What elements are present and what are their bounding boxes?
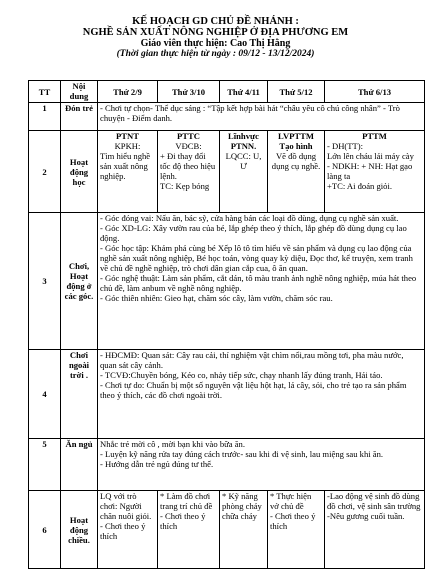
schedule-table	[28, 80, 425, 569]
cell-line: * Thực hiện vở chủ đề	[270, 491, 312, 511]
content-line: Nhắc trẻ mời cô , mời bạn khi vào bữa ăn.	[100, 439, 245, 449]
plan-subtitle: NGHỀ SẢN XUẤT NÔNG NGHIỆP Ở ĐỊA PHƯƠNG EM	[82, 27, 349, 38]
cell-line: - DH(TT):	[327, 141, 364, 151]
content-line: - Góc thiên nhiên: Gieo hạt, chăm sóc cây, làm vườn, chăm sóc rau.	[100, 293, 333, 303]
cell-line: KPKH:	[114, 141, 141, 151]
table-row	[29, 131, 425, 213]
cell-title: Lĩnhvực PTNN.	[228, 131, 259, 151]
content-line: - Góc đóng vai: Nấu ăn, bác sỹ, cửa hàng bán các loại đồ dùng, dụng cụ nghề sản xuất.	[100, 213, 399, 223]
row-number: 3	[29, 213, 61, 350]
cell-line: - Chơi theo ý thích	[100, 521, 146, 541]
cell-line: TC: Kẹp bóng	[160, 181, 210, 191]
row-label: Ăn ngủ	[61, 439, 98, 491]
table-header-row	[29, 81, 425, 103]
content-line: - Hướng dẫn trẻ ngủ đúng tư thế.	[100, 459, 214, 469]
row-number: 6	[29, 491, 61, 569]
row-label: Chơi, Hoạt động ở các góc.	[61, 213, 98, 350]
cell-line: -Lao động vệ sinh đồ dùng đồ chơi, vệ sinh sân trường	[327, 491, 421, 511]
cell-line: LQ với trò chơi: Người chăn nuôi giỏi.	[100, 491, 152, 521]
cell-line: Lớn lên cháu lái máy cày	[327, 151, 414, 161]
row-number: 5	[29, 439, 61, 491]
content-line: - Chơi tự chọn- Thể dục sáng : “Tập kết hợp bài hát “châu yêu cô chú công nhân” - Trò chuyện - Điểm danh.	[100, 103, 400, 123]
row-label: Chơi ngoài trời .	[61, 350, 98, 439]
content-line: - Góc học tập: Khám phá cùng bé Xếp lô tô tìm hiểu về sản phẩm và dụng cụ lao động của nghề sản xuất nông nghiệp, Bé học toán, vòng quay kỳ diệu, Đọc thơ, kể truyện, xem tranh về chủ đề nghề nghiệp, trò chơi dân gian cắp cua, ô ăn quan.	[100, 243, 413, 273]
table-row	[29, 350, 425, 439]
day-cell	[98, 131, 158, 213]
cell-line: VĐCB:	[175, 141, 202, 151]
cell-title: PTTC	[177, 131, 200, 141]
cell-title: PTTM	[362, 131, 387, 141]
cell-line: LQCC: U, Ư	[225, 151, 262, 171]
row-label: Đón trẻ	[61, 103, 98, 131]
cell-line: Tìm hiểu nghề sản xuất nông nghiệp.	[100, 151, 151, 181]
row-label: Hoạt động học	[61, 131, 98, 213]
col-day-tue: Thứ 3/10	[158, 81, 220, 103]
cell-line: - NDKH: + NH: Hạt gạo làng ta	[327, 161, 413, 181]
cell-line: Vẽ đồ dụng dụng cụ nghề.	[271, 151, 321, 171]
cell-line: + Đi thay đổi tốc độ theo hiệu lệnh.	[160, 151, 216, 181]
day-cell	[158, 131, 220, 213]
table-row	[29, 103, 425, 131]
day-cell	[268, 131, 325, 213]
content-line: - Chơi tự do: Chuẩn bị một số nguyên vật liệu hột hạt, lá cây, sỏi, cho trẻ tạo ra sản phẩm theo ý thích, các đồ chơi ngoài trời.	[100, 380, 407, 400]
cell-line: - Chơi theo ý thích	[160, 511, 206, 531]
date-range: (Thời gian thực hiện từ ngày : 09/12 - 13/12/2024)	[116, 49, 315, 59]
cell-line: * Kỹ năng phòng cháy chữa cháy	[222, 491, 262, 521]
cell-title: LVPTTM Tạo hình	[278, 131, 314, 151]
day-cell	[220, 131, 268, 213]
row-number: 2	[29, 131, 61, 213]
table-row	[29, 213, 425, 350]
row-content	[98, 103, 425, 131]
col-content: Nội dung	[61, 81, 98, 103]
col-day-wed: Thứ 4/11	[220, 81, 268, 103]
row-content	[98, 213, 425, 350]
col-tt: TT	[29, 81, 61, 103]
cell-line: +TC: Ai đoán giỏi.	[327, 181, 393, 191]
cell-title: PTNT	[116, 131, 139, 141]
content-line: - HĐCMĐ: Quan sát: Cây rau cải, thí nghiệm vật chìm nổi,rau mồng tơi, pha màu nước, quan sát cây cảnh.	[100, 350, 404, 370]
content-line: - Góc nghệ thuật: Làm sản phẩm, cắt dán, tô màu tranh ảnh nghề nông nghiệp, múa hát theo chủ đề, làm anbum về nghề nông nghiệp.	[100, 273, 417, 293]
row-label: Hoạt động chiều.	[61, 491, 98, 569]
plan-title: KẾ HOẠCH GD CHỦ ĐỀ NHÁNH :	[132, 16, 299, 27]
row-content	[98, 350, 425, 439]
row-number: 4	[29, 350, 61, 439]
content-line: - TCVĐ:Chuyền bóng, Kéo co, nhảy tiếp sức, chạy nhanh lấy đúng tranh, Hái táo.	[100, 370, 383, 380]
cell-line: * Làm đồ chơi trang trí chủ đề	[160, 491, 213, 511]
col-day-thu: Thứ 5/12	[268, 81, 325, 103]
content-line: - Góc XD-LG: Xây vườn rau của bé, lắp ghép theo ý thích, lắp ghép đồ dùng dụng cụ lao động.	[100, 223, 407, 243]
col-day-fri: Thứ 6/13	[325, 81, 425, 103]
col-day-mon: Thứ 2/9	[98, 81, 158, 103]
document-page	[0, 16, 431, 573]
cell-line: - Chơi theo ý thích	[270, 511, 316, 531]
day-cell	[325, 131, 425, 213]
content-line: - Luyện kỹ năng rửa tay đúng cách trước- sau khi đi vệ sinh, lau miệng sau khi ăn.	[100, 449, 384, 459]
table-row	[29, 439, 425, 491]
row-content	[98, 439, 425, 491]
row-number: 1	[29, 103, 61, 131]
cell-line: -Nêu gương cuối tuần.	[327, 511, 405, 521]
teacher-line: Giáo viên thực hiện: Cao Thị Hằng	[140, 38, 291, 49]
